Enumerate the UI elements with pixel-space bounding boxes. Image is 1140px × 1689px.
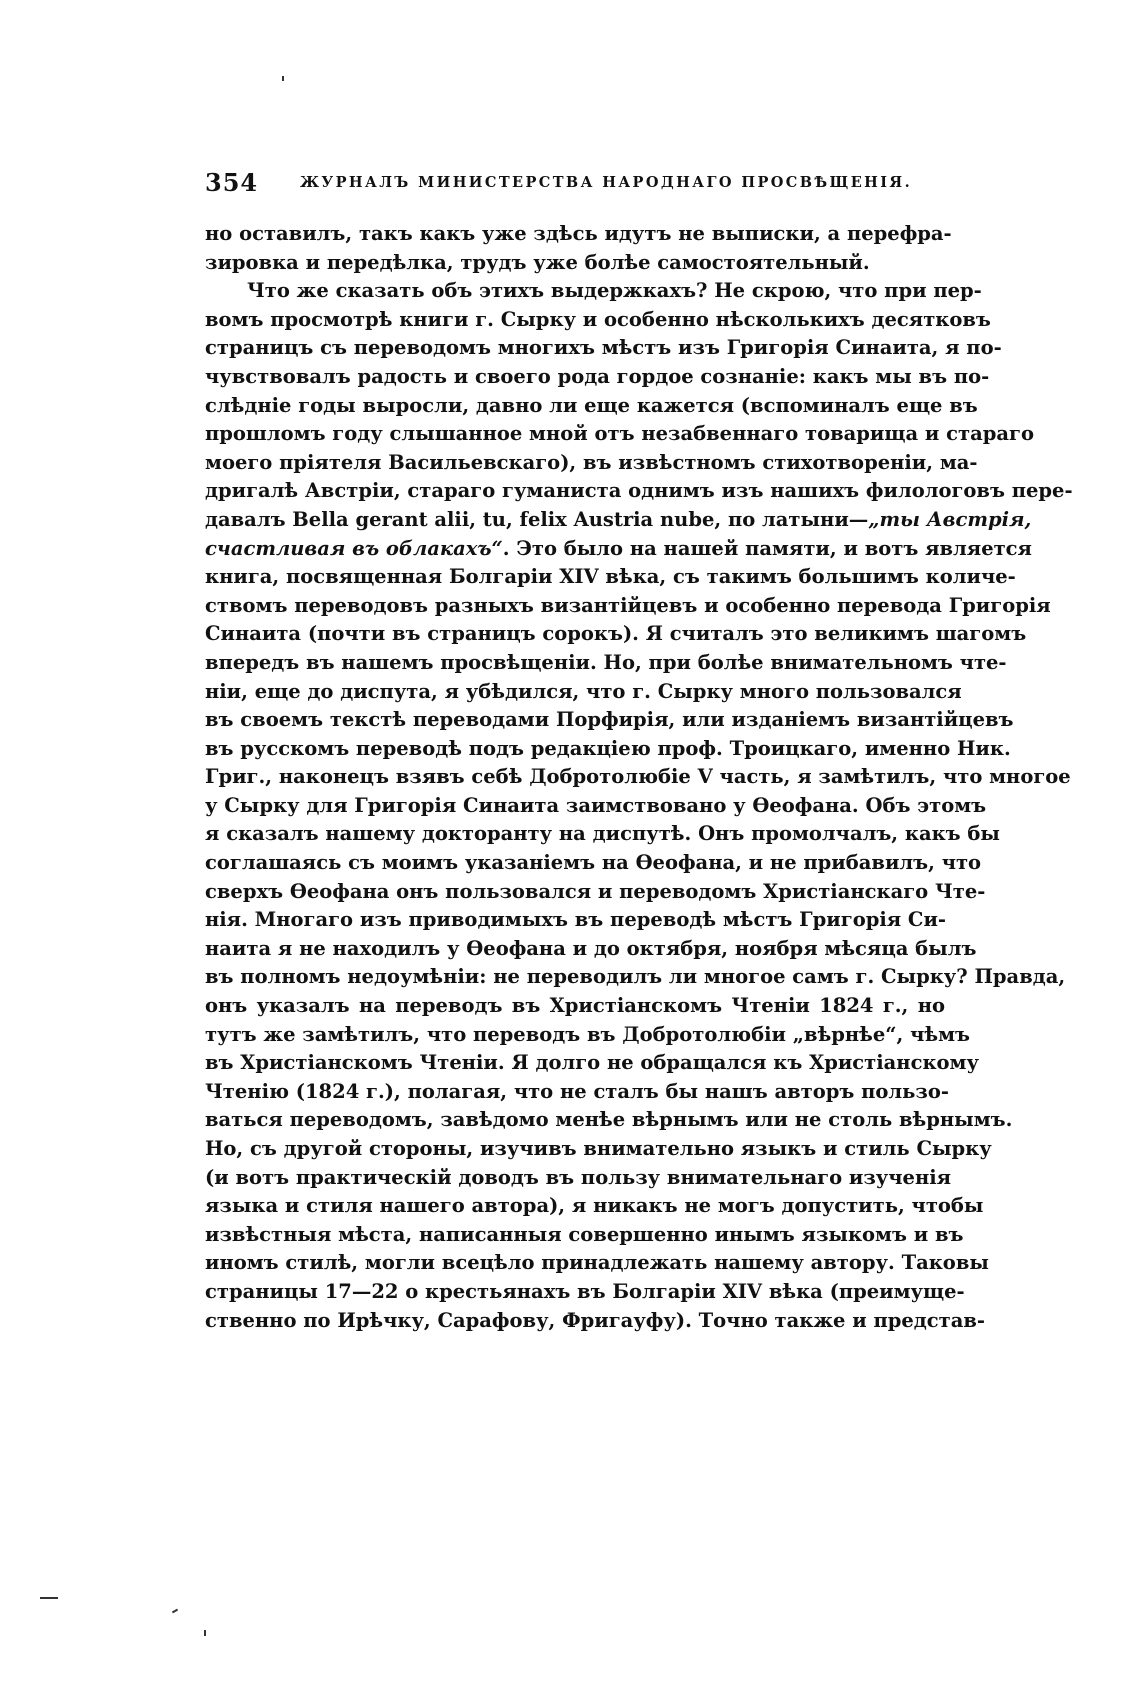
text-line: слѣдніе годы выросли, давно ли еще кажется (вспоминалъ еще въ <box>205 393 978 417</box>
text-line: онъ указалъ на переводъ въ Христіанскомъ Чтеніи 1824 г., но <box>205 994 945 1018</box>
body-text <box>205 220 1073 1335</box>
text-line: моего пріятеля Васильевскаго), въ извѣстномъ стихотвореніи, ма- <box>205 450 978 474</box>
text-line-latin <box>205 506 1032 535</box>
text-line: дригалѣ Австріи, стараго гуманиста однимъ изъ нашихъ филологовъ пере- <box>205 479 1073 503</box>
text-line: Григ., наконецъ взявъ себѣ Добротолюбіе V часть, я замѣтилъ, что многое <box>205 765 1071 789</box>
italic-translation: „ты Австрія, <box>868 507 1032 531</box>
page-header <box>205 168 945 204</box>
text-line: въ Христіанскомъ Чтеніи. Я долго не обращался къ Христіанскому <box>205 1051 979 1075</box>
text-line: языка и стиля нашего автора), я никакъ не могъ допустить, чтобы <box>205 1194 984 1218</box>
text-line: наита я не находилъ у Ѳеофана и до октября, ноября мѣсяца былъ <box>205 936 977 960</box>
text-line: страницъ съ переводомъ многихъ мѣстъ изъ Григорія Синаита, я по- <box>205 336 1002 360</box>
italic-translation-end: счастливая въ облакахъ“ <box>205 536 503 560</box>
latin-quote-text: давалъ Bella gerant alii, tu, felix Austria nube, по латыни— <box>205 507 869 531</box>
text-continuation: . Это было на нашей памяти, и вотъ является <box>502 536 1032 560</box>
text-line: я сказалъ нашему докторанту на диспутѣ. Онъ промолчалъ, какъ бы <box>205 822 1000 846</box>
scan-speck <box>40 1597 58 1599</box>
text-line: извѣстныя мѣста, написанныя совершенно инымъ языкомъ и въ <box>205 1222 964 1246</box>
text-line-italic <box>205 535 1032 564</box>
text-line: Чтенію (1824 г.), полагая, что не сталъ бы нашъ авторъ пользо- <box>205 1079 949 1103</box>
text-line: ствомъ переводовъ разныхъ византійцевъ и особенно перевода Григорія <box>205 593 1051 617</box>
text-line: страницы 17—22 о крестьянахъ въ Болгаріи XIV вѣка (преимуще- <box>205 1279 965 1303</box>
scan-speck <box>282 76 284 81</box>
text-line: вомъ просмотрѣ книги г. Сырку и особенно нѣсколькихъ десятковъ <box>205 307 991 331</box>
text-line: тутъ же замѣтилъ, что переводъ въ Добротолюбіи „вѣрнѣе“, чѣмъ <box>205 1022 970 1046</box>
text-line: чувствовалъ радость и своего рода гордое сознаніе: какъ мы въ по- <box>205 364 990 388</box>
scan-speck <box>172 1609 178 1614</box>
text-line: Что же сказать объ этихъ выдержкахъ? Не скрою, что при пер- <box>247 279 982 303</box>
text-line: Синаита (почти въ страницъ сорокъ). Я считалъ это великимъ шагомъ <box>205 622 1027 646</box>
text-line: (и вотъ практическій доводъ въ пользу внимательнаго изученія <box>205 1165 952 1189</box>
text-line: книга, посвященная Болгаріи XIV вѣка, съ такимъ большимъ количе- <box>205 565 1016 589</box>
text-line: впередъ въ нашемъ просвѣщеніи. Но, при болѣе внимательномъ чте- <box>205 650 1007 674</box>
text-line: сверхъ Ѳеофана онъ пользовался и переводомъ Христіанскаго Чте- <box>205 879 986 903</box>
text-line: зировка и передѣлка, трудъ уже болѣе самостоятельный. <box>205 250 870 274</box>
text-line: ственно по Ирѣчку, Сарафову, Фригауфу). Точно также и представ- <box>205 1308 986 1332</box>
scan-speck <box>204 1630 206 1636</box>
running-head: ЖУРНАЛЪ МИНИСТЕРСТВА НАРОДНАГО ПРОСВѢЩЕНІЯ. <box>300 174 913 191</box>
text-line: ваться переводомъ, завѣдомо менѣе вѣрнымъ или не столь вѣрнымъ. <box>205 1108 1013 1132</box>
text-line: Но, съ другой стороны, изучивъ внимательно языкъ и стиль Сырку <box>205 1137 992 1160</box>
text-line: но оставилъ, такъ какъ уже здѣсь идутъ не выписки, а перефра- <box>205 222 952 245</box>
text-line: у Сырку для Григорія Синаита заимствовано у Ѳеофана. Объ этомъ <box>205 793 987 817</box>
text-line: въ русскомъ переводѣ подъ редакціею проф. Троицкаго, именно Ник. <box>205 736 1011 760</box>
text-line: соглашаясь съ моимъ указаніемъ на Ѳеофана, и не прибавилъ, что <box>205 851 982 875</box>
text-line: ніи, еще до диспута, я убѣдился, что г. Сырку много пользовался <box>205 679 962 703</box>
text-line: иномъ стилѣ, могли всецѣло принадлежать нашему автору. Таковы <box>205 1251 989 1275</box>
text-line: въ полномъ недоумѣніи: не переводилъ ли многое самъ г. Сырку? Правда, <box>205 965 1066 989</box>
page-number: 354 <box>205 168 259 197</box>
text-line: нія. Многаго изъ приводимыхъ въ переводѣ мѣстъ Григорія Си- <box>205 908 947 932</box>
text-line: въ своемъ текстѣ переводами Порфирія, или изданіемъ византійцевъ <box>205 708 1014 732</box>
text-line: прошломъ году слышанное мной отъ незабвеннаго товарища и стараго <box>205 422 1034 446</box>
